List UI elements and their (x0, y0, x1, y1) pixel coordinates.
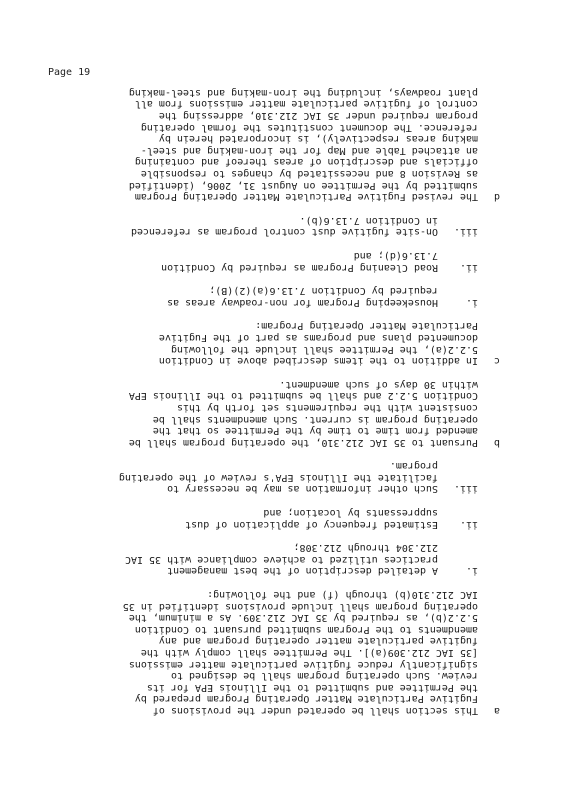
text-line: review. Such operating program shall be designed to (170, 670, 478, 682)
subitem-marker: ii. (459, 518, 478, 530)
paragraph-marker: c (493, 355, 500, 367)
paragraph-marker: a (493, 705, 500, 716)
text-line: operating program shall include provisions identified in 35 (122, 600, 478, 612)
text-line: amended from time to time by the Permittee so that the (152, 425, 478, 437)
text-line: 7.13.6(d); and (353, 250, 438, 261)
paragraph-b (90, 378, 500, 448)
text-line: Fugitive Particulate Matter Operating Program prepared by (134, 693, 478, 705)
subitem-text (90, 285, 438, 308)
text-line: the Permittee and submitted to the Illinois EPA for its (146, 681, 478, 693)
text-line: fugitive particulate matter operating program and any (158, 635, 478, 647)
text-line: [35 IAC 212.309(a)]. The Permittee shall comply with the (140, 647, 478, 659)
subitem-text (90, 507, 438, 530)
subitem-c-i (90, 285, 478, 308)
text-line: consistent with the requirements set forth by this (176, 401, 478, 413)
subitem-text (90, 542, 438, 577)
text-line: program required under 35 IAC 212.310, addressing the (158, 110, 478, 122)
text-line: reference. The document constitutes the formal operating (140, 121, 478, 133)
paragraph-marker: b (493, 436, 500, 448)
text-line: plant roadways, including the iron-making and steel-making (128, 86, 478, 98)
subitem-marker: ii. (459, 261, 478, 273)
paragraph-text (90, 320, 478, 366)
text-line: On-site fugitive dust control program as referenced (130, 226, 438, 238)
paragraph-marker: d (493, 191, 500, 203)
text-line: an attached Table and Map for the iron-making and steel- (140, 144, 478, 156)
text-line: In addition to the items described above in Condition (158, 355, 478, 367)
text-line: amendments to the Program submitted pursuant to Condition (134, 623, 478, 635)
text-line: control of fugitive particulate matter emissions from all (134, 98, 478, 110)
subitem-marker: i. (465, 565, 478, 577)
text-line: practices utilized to achieve compliance with 35 IAC (124, 553, 438, 565)
subitem-c-iii (90, 214, 478, 237)
text-line: program. (389, 460, 438, 472)
text-line: making areas respectively), is incorporated herein by (158, 133, 478, 145)
text-line: Particulate Matter Operating Program: (255, 320, 478, 332)
subitem-marker: iii. (453, 226, 478, 238)
subitem-c-ii (90, 249, 478, 272)
text-line: officials and description of areas thereof and containing (134, 156, 478, 168)
text-line: A detailed description of the best management (167, 565, 438, 577)
subitem-a-ii (90, 507, 478, 530)
text-line: within 30 days of such amendment. (279, 378, 478, 390)
text-line: IAC 212.310(b) through (f) and the following: (207, 589, 478, 601)
text-line: submitted by the Permittee on August 31, 2006, (identified (128, 179, 478, 191)
subitem-text (90, 460, 438, 495)
text-line: facilitate the Illinois EPA's review of the operating (118, 471, 438, 483)
text-line: operating program is current. Such amendments shall be (152, 413, 478, 425)
text-line: documented plans and programs as part of the Fugitive (158, 331, 478, 343)
paragraph-d (90, 86, 500, 202)
text-line: 5.2.2(b), as required by 35 IAC 212.309. As a minimum, the (128, 612, 478, 624)
subitem-marker: iii. (453, 483, 478, 495)
text-line: 5.2.2(a), the Permittee shall include the following (170, 343, 478, 355)
text-line: suppressants by location; and (263, 507, 438, 519)
text-line: Estimated frequency of application of dust (185, 518, 438, 530)
page-number: Page 19 (48, 67, 91, 78)
text-line: Pursuant to 35 IAC 212.310, the operating program shall be (128, 436, 478, 448)
text-line: significantly reduce fugitive particulate matter emissions (128, 658, 478, 670)
text-line: Road Cleaning Program as required by Condition (161, 261, 438, 273)
subitem-a-iii (90, 460, 478, 495)
subitem-text (90, 249, 438, 272)
text-line: Such other information as may be necessary to (167, 483, 438, 495)
subitem-marker: i. (465, 296, 478, 308)
text-line: required by Condition 7.13.6(a)(2)(B); (209, 285, 438, 297)
text-line: Housekeeping Program for non-roadway areas as (167, 296, 438, 308)
text-line: The revised Fugitive Particulate Matter Operating Program (134, 191, 478, 203)
paragraph-text (90, 378, 478, 448)
paragraph-c (90, 320, 500, 366)
paragraph-text (90, 86, 478, 202)
paragraph-a (90, 588, 500, 716)
text-line: as Revision 8 and necessitated by changes to responsible (140, 168, 478, 180)
text-line: 212.304 through 212.308; (293, 542, 438, 554)
text-line: in Condition 7.13.6(b). (299, 214, 438, 226)
text-line: Condition 5.2.2 and shall be submitted to the Illinois EPA (128, 390, 478, 402)
paragraph-text (90, 588, 478, 716)
text-line: This section shall be operated under the provisions of (152, 705, 478, 716)
document-body (90, 86, 500, 716)
subitem-text (90, 214, 438, 237)
subitem-a-i (90, 542, 478, 577)
